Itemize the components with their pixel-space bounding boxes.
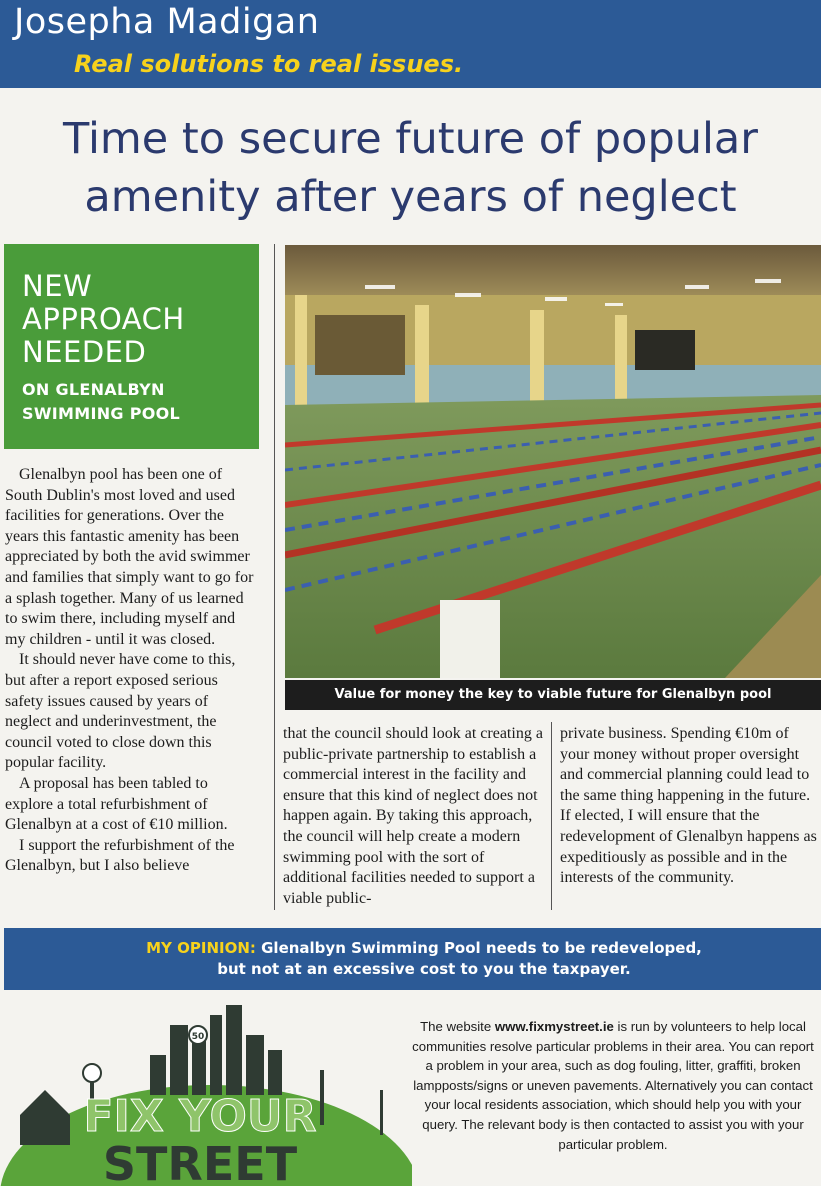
opinion-text — [104, 938, 744, 980]
opinion-line-2: but not at an excessive cost to you the taxpayer. — [217, 960, 631, 978]
pool-illustration — [285, 245, 821, 678]
box-title-line-1: NEW — [22, 269, 93, 303]
paragraph: Glenalbyn pool has been one of South Dublin's most loved and used facilities for generations. Over the years this fantastic amenity has been appreciated by both the avid swimmer and families that simply want to go for a splash together. Many of us learned to swim there, including myself and my children - until it was closed. — [5, 466, 254, 648]
photo-caption: Value for money the key to viable future for Glenalbyn pool — [285, 680, 821, 710]
paragraph: A proposal has been tabled to explore a total refurbishment of Glenalbyn at a cost of €10 million. — [5, 774, 228, 834]
paragraph: private business. Spending €10m of your money without proper oversight and commercial planning could lead to the same thing happening in the future. If elected, I will ensure that the redevelopment of Glenalbyn happens as expeditiously as possible and in the interests of the community. — [560, 725, 817, 887]
box-title-line-2: APPROACH — [22, 302, 185, 336]
paragraph: It should never have come to this, but after a report exposed serious safety issues caused by years of neglect and underinvestment, the council voted to close down this popular facility. — [5, 651, 236, 772]
article-column-3 — [560, 724, 817, 889]
headline — [20, 110, 801, 226]
header-banner — [0, 0, 821, 88]
box-subtitle — [22, 378, 180, 426]
opinion-line-1: Glenalbyn Swimming Pool needs to be redeveloped, — [255, 939, 702, 957]
column-rule-2 — [551, 722, 552, 910]
article-column-1 — [5, 465, 255, 877]
column-rule-1 — [274, 244, 275, 910]
swimming-pool-photo — [285, 245, 821, 678]
opinion-banner — [4, 928, 821, 990]
speed-sign-text: 50 — [191, 1032, 205, 1042]
fix-your-street-logo — [0, 995, 412, 1186]
box-title — [22, 270, 185, 369]
paragraph: I support the refurbishment of the Glenalbyn, but I also believe — [5, 836, 235, 875]
opinion-label: MY OPINION: — [146, 939, 256, 957]
box-title-line-3: NEEDED — [22, 335, 147, 369]
box-subtitle-line-2: SWIMMING POOL — [22, 404, 181, 423]
city-skyline-illustration — [0, 995, 412, 1186]
logo-text-line-2: STREET — [102, 1137, 298, 1186]
fixmystreet-link[interactable]: www.fixmystreet.ie — [494, 1019, 614, 1034]
slogan: Real solutions to real issues. — [74, 50, 464, 78]
article-column-2 — [283, 724, 543, 909]
logo-text-line-1: FIX YOUR — [83, 1091, 317, 1142]
headline-line-2: amenity after years of neglect — [84, 172, 737, 222]
fys-text-intro: The website — [420, 1019, 495, 1034]
headline-line-1: Time to secure future of popular — [63, 114, 758, 164]
fys-text-body: is run by volunteers to help local communities resolve particular problems in their area. You can report a problem in your area, such as dog fouling, litter, graffiti, broken lampposts/signs or uneven pavements. Alternatively you can contact your local residents association, which should help you with your query. The relevant body is then contacted to assist you with your particular problem. — [412, 1019, 814, 1152]
candidate-name: Josepha Madigan — [14, 2, 320, 42]
new-approach-box — [4, 244, 259, 449]
box-subtitle-line-1: ON GLENALBYN — [22, 380, 165, 399]
fix-your-street-text — [408, 1017, 818, 1154]
paragraph: that the council should look at creating a public-private partnership to establish a commercial interest in the facility and ensure that this kind of neglect does not happen again. By taking this approach, the council will help create a modern swimming pool with the sort of additional facilities needed to support a viable public- — [283, 725, 543, 907]
